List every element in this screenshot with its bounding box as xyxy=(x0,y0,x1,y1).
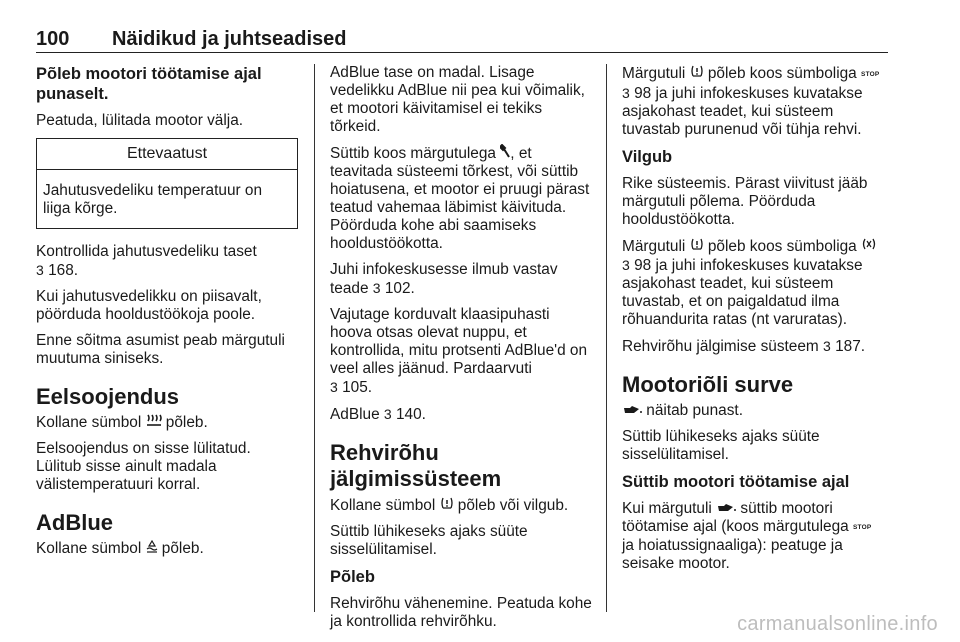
paragraph xyxy=(622,500,888,573)
tyre-pressure-icon xyxy=(690,237,704,256)
page-header-title: Näidikud ja juhtseadised xyxy=(112,28,347,50)
section-heading-preheating: Eelsoojendus xyxy=(36,384,180,409)
page-reference-icon: 3 xyxy=(383,406,392,422)
caution-box xyxy=(36,138,298,229)
paragraph: Rike süsteemis. Pärast viivitust jääb märgutuli põlema. Pöörduda hooldustöökotta. xyxy=(622,175,868,228)
page-reference-text: 98 ja juhi infokeskuses kuvatakse asjakohast teadet, kui süsteem tuvastab, et on paigaldatud ilma rõhuandurita ratas (nt varuratas). xyxy=(622,257,863,328)
paragraph: Kui jahutusvedelikku on piisavalt, pöörduda hooldustöökoja poole. xyxy=(36,288,262,323)
text: ja hoiatussignaaliga): peatuge ja seisake mootor. xyxy=(622,537,843,572)
page-number: 100 xyxy=(36,28,70,50)
text: , et teavitada süsteemi tõrkest, või süttib hoiatusena, et mootor ei pruugi pärast teatud vahemaa läbimist käivituda. Pöörduda kohe abi saamiseks hooldustöökotta. xyxy=(330,145,590,252)
wrench-icon xyxy=(500,144,510,163)
page-reference-icon: 3 xyxy=(330,379,338,395)
text: Märgutuli xyxy=(622,65,686,82)
column-divider xyxy=(606,64,607,612)
glow-plug-icon xyxy=(146,414,162,432)
paragraph xyxy=(330,496,592,515)
section-heading-oil-pressure: Mootoriõli surve xyxy=(622,372,794,397)
stop-icon: STOP xyxy=(853,524,872,531)
tyre-symbol-icon xyxy=(861,237,877,256)
paragraph: Peatuda, lülitada mootor välja. xyxy=(36,112,244,129)
text: põleb koos sümboliga xyxy=(707,238,857,255)
tyre-pressure-icon xyxy=(690,64,704,83)
text: põleb. xyxy=(165,414,208,431)
text: põleb või vilgub. xyxy=(457,497,569,514)
page-reference-icon: 3 xyxy=(823,338,831,354)
text: süttib mootori töötamise ajal (koos märgutulega xyxy=(622,500,849,535)
page-reference[interactable]: 140. xyxy=(396,406,426,423)
text: näitab punast. xyxy=(646,402,743,419)
paragraph xyxy=(622,64,888,139)
watermark: carmanualsonline.info xyxy=(737,613,938,635)
paragraph xyxy=(330,144,592,253)
section-heading-tyre-pressure: Rehvirõhu jälgimissüsteem xyxy=(330,440,502,491)
text: Kollane sümbol xyxy=(36,540,142,557)
page-reference-icon: 3 xyxy=(622,257,630,273)
paragraph: Enne sõitma asumist peab märgutuli muutuma siniseks. xyxy=(36,332,285,367)
text: Kui märgutuli xyxy=(622,500,712,517)
oil-can-icon xyxy=(716,500,736,518)
text: Süttib koos märgutulega xyxy=(330,145,496,162)
section-heading-adblue: AdBlue xyxy=(36,510,113,535)
text: Rehvirõhu jälgimise süsteem xyxy=(622,338,819,355)
page-reference[interactable]: 102. xyxy=(384,280,415,297)
page-reference-icon: 3 xyxy=(622,85,630,101)
text: põleb. xyxy=(161,540,204,557)
text: põleb koos sümboliga xyxy=(707,65,857,82)
heading-burns-red: Põleb mootori töötamise ajal punaselt. xyxy=(36,65,262,103)
text: Kontrollida jahutusvedeliku taset xyxy=(36,243,257,260)
paragraph xyxy=(622,237,888,329)
paragraph xyxy=(622,337,888,356)
text: Kollane sümbol xyxy=(330,497,436,514)
column-3 xyxy=(622,64,888,581)
oil-can-icon xyxy=(622,402,642,420)
paragraph xyxy=(330,306,592,397)
page-reference-icon: 3 xyxy=(36,262,44,278)
column-2 xyxy=(330,64,592,639)
text: Kollane sümbol xyxy=(36,414,142,431)
paragraph: Eelsoojendus on sisse lülitatud. Lülitub sisse ainult madala välistemperatuuri korral. xyxy=(36,440,251,493)
adblue-icon xyxy=(146,540,158,558)
paragraph: Süttib lühikeseks ajaks süüte sisselülitamisel. xyxy=(622,428,820,463)
paragraph: AdBlue tase on madal. Lisage vedelikku AdBlue nii pea kui võimalik, et mootori käivitamisel ei tekiks tõrkeid. xyxy=(330,64,585,135)
subheading-lights-while-running: Süttib mootori töötamise ajal xyxy=(622,473,850,491)
page-reference[interactable]: 168. xyxy=(48,262,79,279)
paragraph xyxy=(36,243,298,280)
page-reference[interactable]: 105. xyxy=(342,379,373,396)
stop-icon: STOP xyxy=(861,71,880,78)
subheading-burns: Põleb xyxy=(330,568,375,586)
text: Juhi infokeskusesse ilmub vastav teade xyxy=(330,261,558,297)
subheading-flashes: Vilgub xyxy=(622,148,673,166)
text: Märgutuli xyxy=(622,238,686,255)
caution-title: Ettevaatust xyxy=(37,139,297,170)
caution-body: Jahutusvedeliku temperatuur on liiga kõrge. xyxy=(43,182,263,217)
page-reference[interactable]: 187. xyxy=(835,338,866,355)
text: AdBlue xyxy=(330,406,380,423)
paragraph xyxy=(36,540,298,558)
paragraph xyxy=(36,414,298,432)
paragraph xyxy=(330,261,592,298)
paragraph xyxy=(330,405,592,424)
page-reference-icon: 3 xyxy=(372,280,381,296)
column-1 xyxy=(36,64,298,566)
tyre-pressure-icon xyxy=(440,496,454,515)
text: Vajutage korduvalt klaasipuhasti hoova otsas olevat nuppu, et kontrollida, mitu protsenti AdBlue'd on veel alles jäänud. Pardaarvuti xyxy=(330,306,588,377)
page-header xyxy=(36,26,888,53)
column-divider xyxy=(314,64,315,612)
paragraph: Süttib lühikeseks ajaks süüte sisselülitamisel. xyxy=(330,523,528,558)
page-reference-text: 98 ja juhi infokeskuses kuvatakse asjakohast teadet, kui süsteem tuvastab purunenud või tühja rehvi. xyxy=(622,85,863,138)
paragraph: Rehvirõhu vähenemine. Peatuda kohe ja kontrollida rehvirõhku. xyxy=(330,595,592,630)
paragraph xyxy=(622,402,888,420)
